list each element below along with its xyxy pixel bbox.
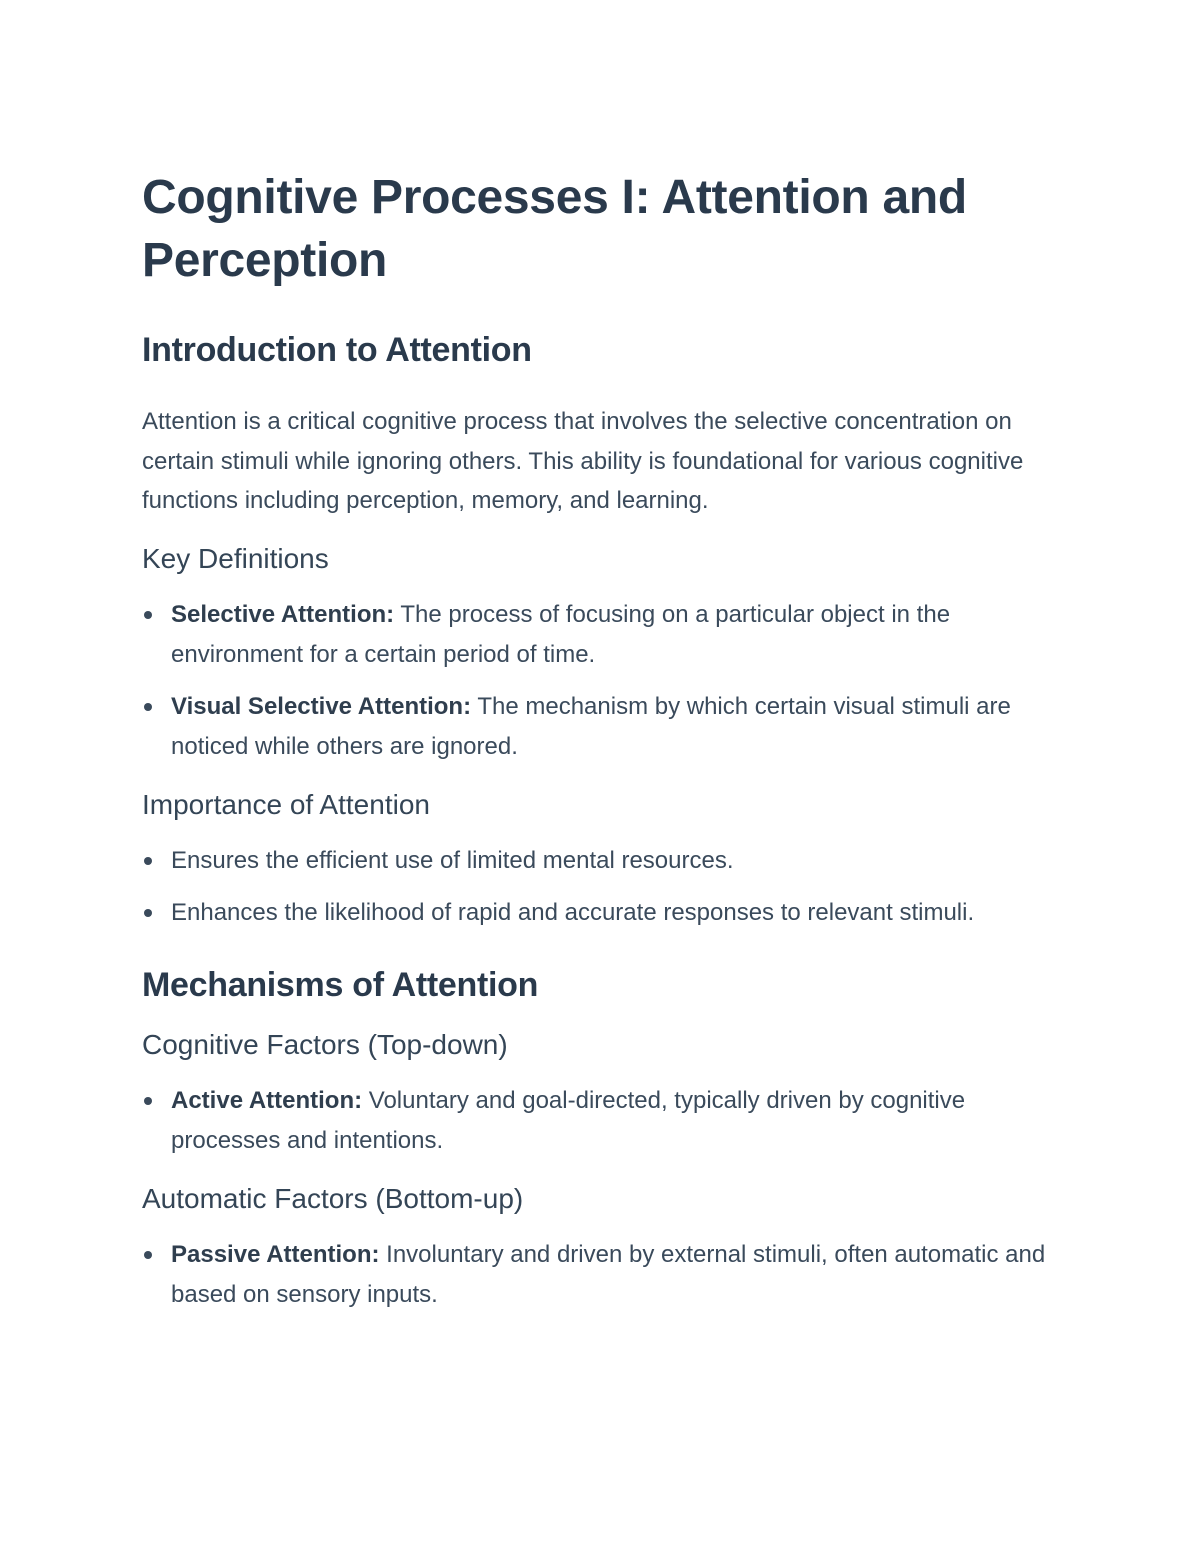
definition-text: The process of focusing on a particular object in the environment for a certain period of time. (171, 600, 951, 668)
list-item (142, 1081, 1062, 1161)
list-item (142, 1235, 1062, 1315)
list-item (142, 595, 1062, 675)
definition-term: Active Attention: (171, 1086, 363, 1114)
list-item (142, 687, 1062, 767)
bullet-icon (144, 703, 152, 711)
bullet-icon (144, 611, 152, 619)
list-item (142, 893, 1062, 933)
bullet-icon (144, 1251, 152, 1259)
subsection-heading-cognitive-factors: Cognitive Factors (Top-down) (142, 1028, 508, 1060)
importance-list (142, 841, 1062, 933)
subsection-heading-importance: Importance of Attention (142, 788, 430, 820)
definition-text: The mechanism by which certain visual stimuli are noticed while others are ignored. (171, 692, 1011, 760)
list-item-text: Ensures the efficient use of limited mental resources. (171, 846, 734, 874)
definition-text: Involuntary and driven by external stimuli, often automatic and based on sensory inputs. (171, 1240, 1046, 1308)
subsection-heading-key-definitions: Key Definitions (142, 542, 329, 574)
section-heading-introduction: Introduction to Attention (142, 331, 532, 369)
automatic-factors-list (142, 1235, 1062, 1315)
list-item-text: Enhances the likelihood of rapid and accurate responses to relevant stimuli. (171, 898, 975, 926)
definition-term: Selective Attention: (171, 600, 395, 628)
cognitive-factors-list (142, 1081, 1062, 1161)
subsection-heading-automatic-factors: Automatic Factors (Bottom-up) (142, 1182, 524, 1214)
section-heading-mechanisms: Mechanisms of Attention (142, 965, 539, 1004)
document-page (142, 166, 1062, 1315)
page-title: Cognitive Processes I: Attention and Perception (142, 171, 967, 287)
bullet-icon (144, 1097, 152, 1105)
definition-term: Visual Selective Attention: (171, 692, 472, 720)
key-definitions-list (142, 595, 1062, 767)
bullet-icon (144, 857, 152, 865)
definition-term: Passive Attention: (171, 1240, 380, 1268)
definition-text: Voluntary and goal-directed, typically driven by cognitive processes and intentions. (171, 1086, 966, 1154)
bullet-icon (144, 909, 152, 917)
intro-paragraph: Attention is a critical cognitive process that involves the selective concentration on certain stimuli while ignoring others. This ability is foundational for various cognitive functions including perception, memory, and learning. (142, 408, 1024, 514)
list-item (142, 841, 1062, 881)
